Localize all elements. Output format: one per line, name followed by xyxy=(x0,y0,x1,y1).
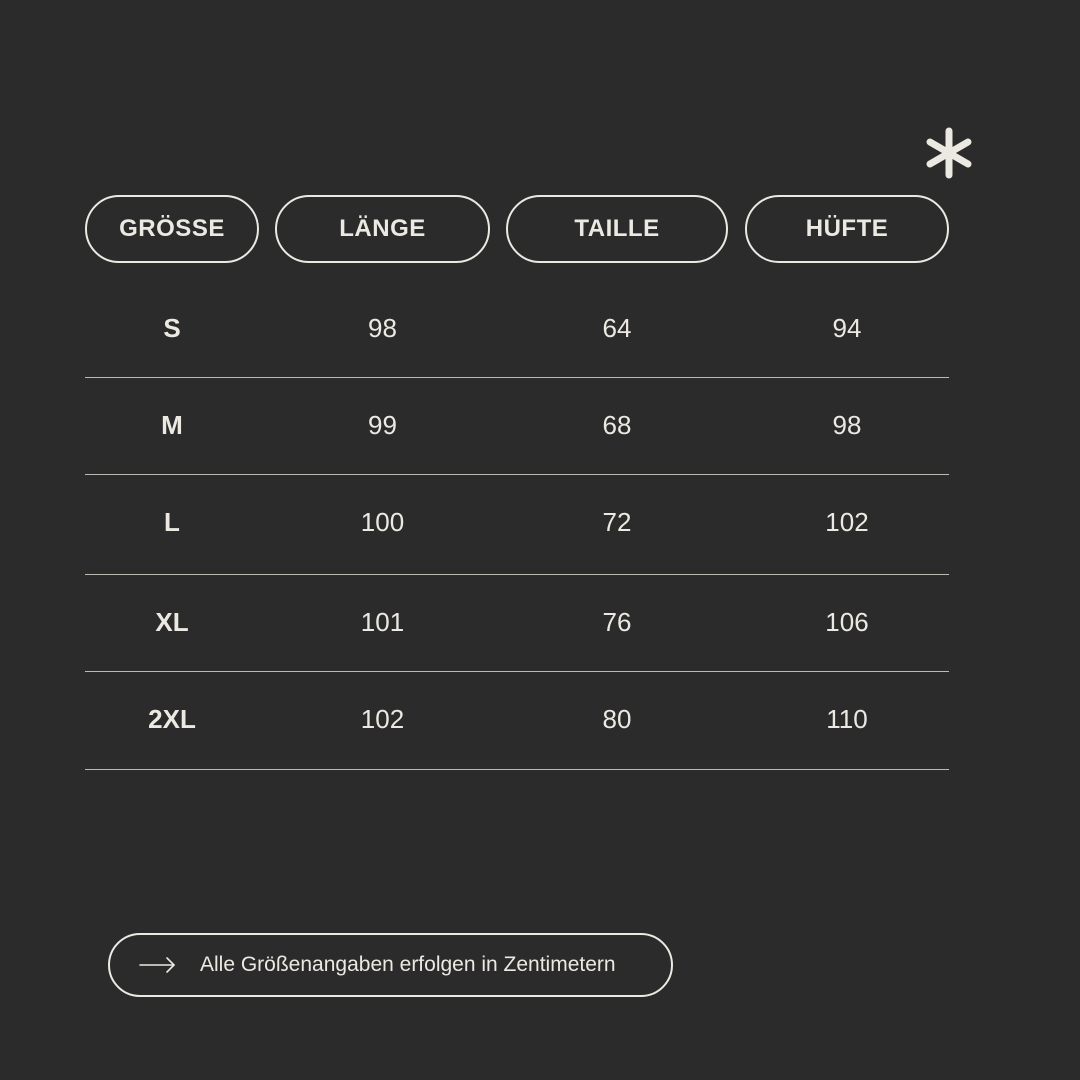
huefte-cell: 110 xyxy=(826,704,868,734)
laenge-cell: 100 xyxy=(360,507,405,537)
huefte-cell: 106 xyxy=(825,607,869,637)
huefte-cell: 94 xyxy=(832,313,862,343)
size-cell: M xyxy=(161,410,183,440)
taille-cell: 80 xyxy=(602,704,632,734)
huefte-cell: 98 xyxy=(832,410,862,440)
units-note xyxy=(108,933,673,997)
huefte-cell: 102 xyxy=(825,507,869,537)
taille-cell: 72 xyxy=(602,507,632,537)
laenge-cell: 99 xyxy=(368,410,397,440)
header-taille: TAILLE xyxy=(506,195,728,263)
table-row xyxy=(85,574,949,671)
size-cell: L xyxy=(164,507,180,537)
header-groesse: GRÖSSE xyxy=(85,195,259,263)
header-huefte: HÜFTE xyxy=(745,195,949,263)
size-cell: 2XL xyxy=(148,704,196,734)
table-row xyxy=(85,280,949,377)
taille-cell: 76 xyxy=(602,607,632,637)
table-row xyxy=(85,474,949,571)
laenge-cell: 101 xyxy=(360,607,405,637)
table-row xyxy=(85,377,949,474)
taille-cell: 64 xyxy=(602,313,632,343)
arrow-right-icon xyxy=(138,955,178,975)
units-note-text: Alle Größenangaben erfolgen in Zentimetern xyxy=(200,953,616,976)
size-cell: XL xyxy=(155,607,189,637)
size-cell: S xyxy=(163,313,181,343)
table-row xyxy=(85,671,949,768)
row-divider xyxy=(85,769,949,770)
laenge-cell: 102 xyxy=(360,704,405,734)
asterisk-icon xyxy=(922,126,976,180)
header-laenge: LÄNGE xyxy=(275,195,490,263)
taille-cell: 68 xyxy=(602,410,632,440)
laenge-cell: 98 xyxy=(368,313,397,343)
